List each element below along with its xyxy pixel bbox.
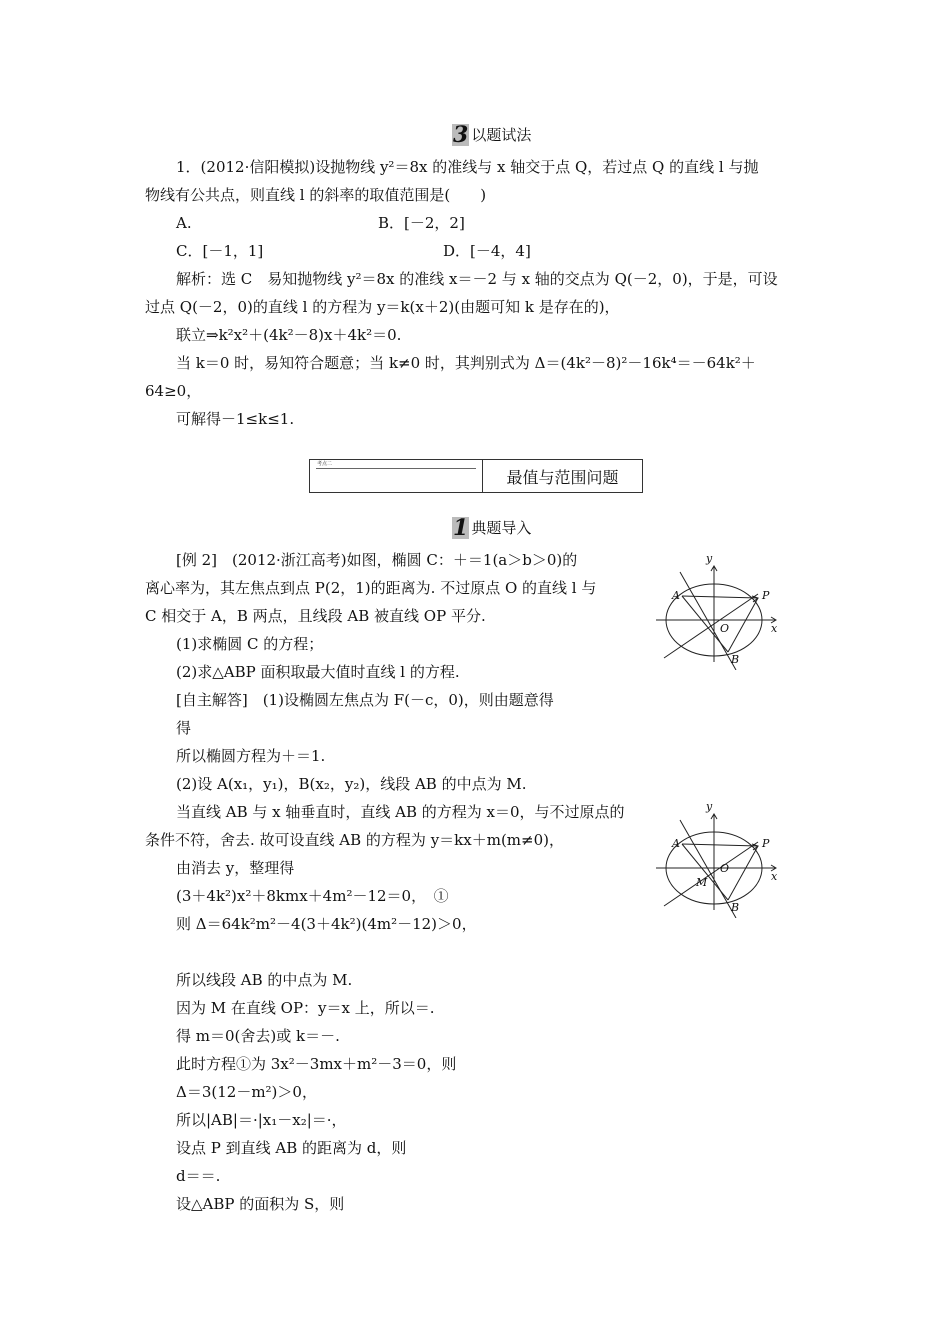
section-header-example <box>452 517 531 539</box>
section-header-practice <box>452 124 531 146</box>
topic-box-small-label: 考点二 <box>317 461 333 467</box>
figure-label-p: P <box>762 589 770 602</box>
solution-line: 64≥0， <box>145 382 202 400</box>
example-line: 条件不符，舍去. 故可设直线 AB 的方程为 y＝kx＋m(m≠0)， <box>145 831 564 849</box>
ellipse-figure-2 <box>652 800 792 918</box>
solution-line: 解析：选 C 易知抛物线 y²＝8x 的准线 x＝－2 与 x 轴的交点为 Q(－2，0)，于是，可设 <box>176 270 778 288</box>
example-line: 所以线段 AB 的中点为 M. <box>176 971 353 989</box>
example-line: 得 <box>176 719 192 737</box>
example-line: 所以椭圆方程为＋＝1. <box>176 747 326 765</box>
segment-ap <box>682 844 758 846</box>
figure-label-x: x <box>771 870 778 883</box>
example-line: 设△ABP 的面积为 S，则 <box>176 1195 345 1213</box>
example-line: 因为 M 在直线 OP：y＝x 上，所以＝. <box>176 999 435 1017</box>
solution-line: 过点 Q(－2，0)的直线 l 的方程为 y＝k(x＋2)(由题可知 k 是存在的)， <box>145 298 620 316</box>
example-line: d＝＝. <box>176 1167 221 1185</box>
example-line: 则 Δ＝64k²m²－4(3＋4k²)(4m²－12)＞0， <box>176 915 477 933</box>
problem-line: 1．(2012·信阳模拟)设抛物线 y²＝8x 的准线与 x 轴交于点 Q，若过点 Q 的直线 l 与抛 <box>176 158 759 176</box>
example-line: (3＋4k²)x²＋8kmx＋4m²－12＝0， ① <box>176 887 449 905</box>
segment-ap <box>682 596 758 598</box>
figure-label-a: A <box>672 837 680 850</box>
topic-box <box>309 459 643 493</box>
figure-label-b: B <box>731 901 740 914</box>
segment-bp <box>728 598 758 652</box>
example-line: (2)设 A(x₁，y₁)，B(x₂，y₂)，线段 AB 的中点为 M. <box>176 775 527 793</box>
example-line: (2)求△ABP 面积取最大值时直线 l 的方程. <box>176 663 460 681</box>
solution-line: 可解得－1≤k≤1. <box>176 410 295 428</box>
section-title: 以题试法 <box>471 126 532 144</box>
example-line: 由消去 y，整理得 <box>176 859 295 877</box>
option-d: D．[－4，4] <box>443 242 531 260</box>
example-line: [自主解答] (1)设椭圆左焦点为 F(－c，0)，则由题意得 <box>176 691 554 709</box>
example-line: 设点 P 到直线 AB 的距离为 d，则 <box>176 1139 407 1157</box>
example-line: 此时方程①为 3x²－3mx＋m²－3＝0，则 <box>176 1055 457 1073</box>
example-line: [例 2] (2012·浙江高考)如图，椭圆 C：＋＝1(a＞b＞0)的 <box>176 551 578 569</box>
example-line: 所以|AB|＝·|x₁－x₂|＝·， <box>176 1111 347 1129</box>
example-line: 离心率为，其左焦点到点 P(2，1)的距离为. 不过原点 O 的直线 l 与 <box>145 579 597 597</box>
figure-label-x: x <box>771 622 778 635</box>
section-title: 典题导入 <box>471 519 532 537</box>
figure-label-o: O <box>720 862 730 875</box>
option-b: B．[－2，2] <box>378 214 465 232</box>
problem-line: 物线有公共点，则直线 l 的斜率的取值范围是( ) <box>145 186 487 204</box>
section-number: 1 <box>453 515 469 541</box>
ellipse-figure-1 <box>652 552 792 670</box>
topic-box-title: 最值与范围问题 <box>506 467 619 487</box>
figure-label-p: P <box>762 837 770 850</box>
figure-label-y: y <box>706 800 713 813</box>
figure-label-a: A <box>672 589 680 602</box>
solution-line: 当 k＝0 时，易知符合题意；当 k≠0 时，其判别式为 Δ＝(4k²－8)²－16k⁴＝－64k²＋ <box>176 354 756 372</box>
figure-label-m: M <box>696 876 708 889</box>
solution-line: 联立⇒k²x²＋(4k²－8)x＋4k²＝0. <box>176 326 402 344</box>
figure-label-o: O <box>720 622 730 635</box>
topic-box-rule <box>316 468 476 469</box>
example-line: (1)求椭圆 C 的方程； <box>176 635 324 653</box>
example-line: 得 m＝0(舍去)或 k＝－. <box>176 1027 340 1045</box>
option-c: C．[－1，1] <box>176 242 264 260</box>
example-line: 当直线 AB 与 x 轴垂直时，直线 AB 的方程为 x＝0，与不过原点的 <box>176 803 625 821</box>
example-line: C 相交于 A，B 两点，且线段 AB 被直线 OP 平分. <box>145 607 486 625</box>
option-a: A. <box>176 214 192 232</box>
figure-label-y: y <box>706 552 713 565</box>
topic-box-left-cell <box>310 460 483 492</box>
figure-label-b: B <box>731 653 740 666</box>
section-number: 3 <box>453 122 469 148</box>
example-line: Δ＝3(12－m²)＞0， <box>176 1083 317 1101</box>
segment-bp <box>728 846 758 900</box>
